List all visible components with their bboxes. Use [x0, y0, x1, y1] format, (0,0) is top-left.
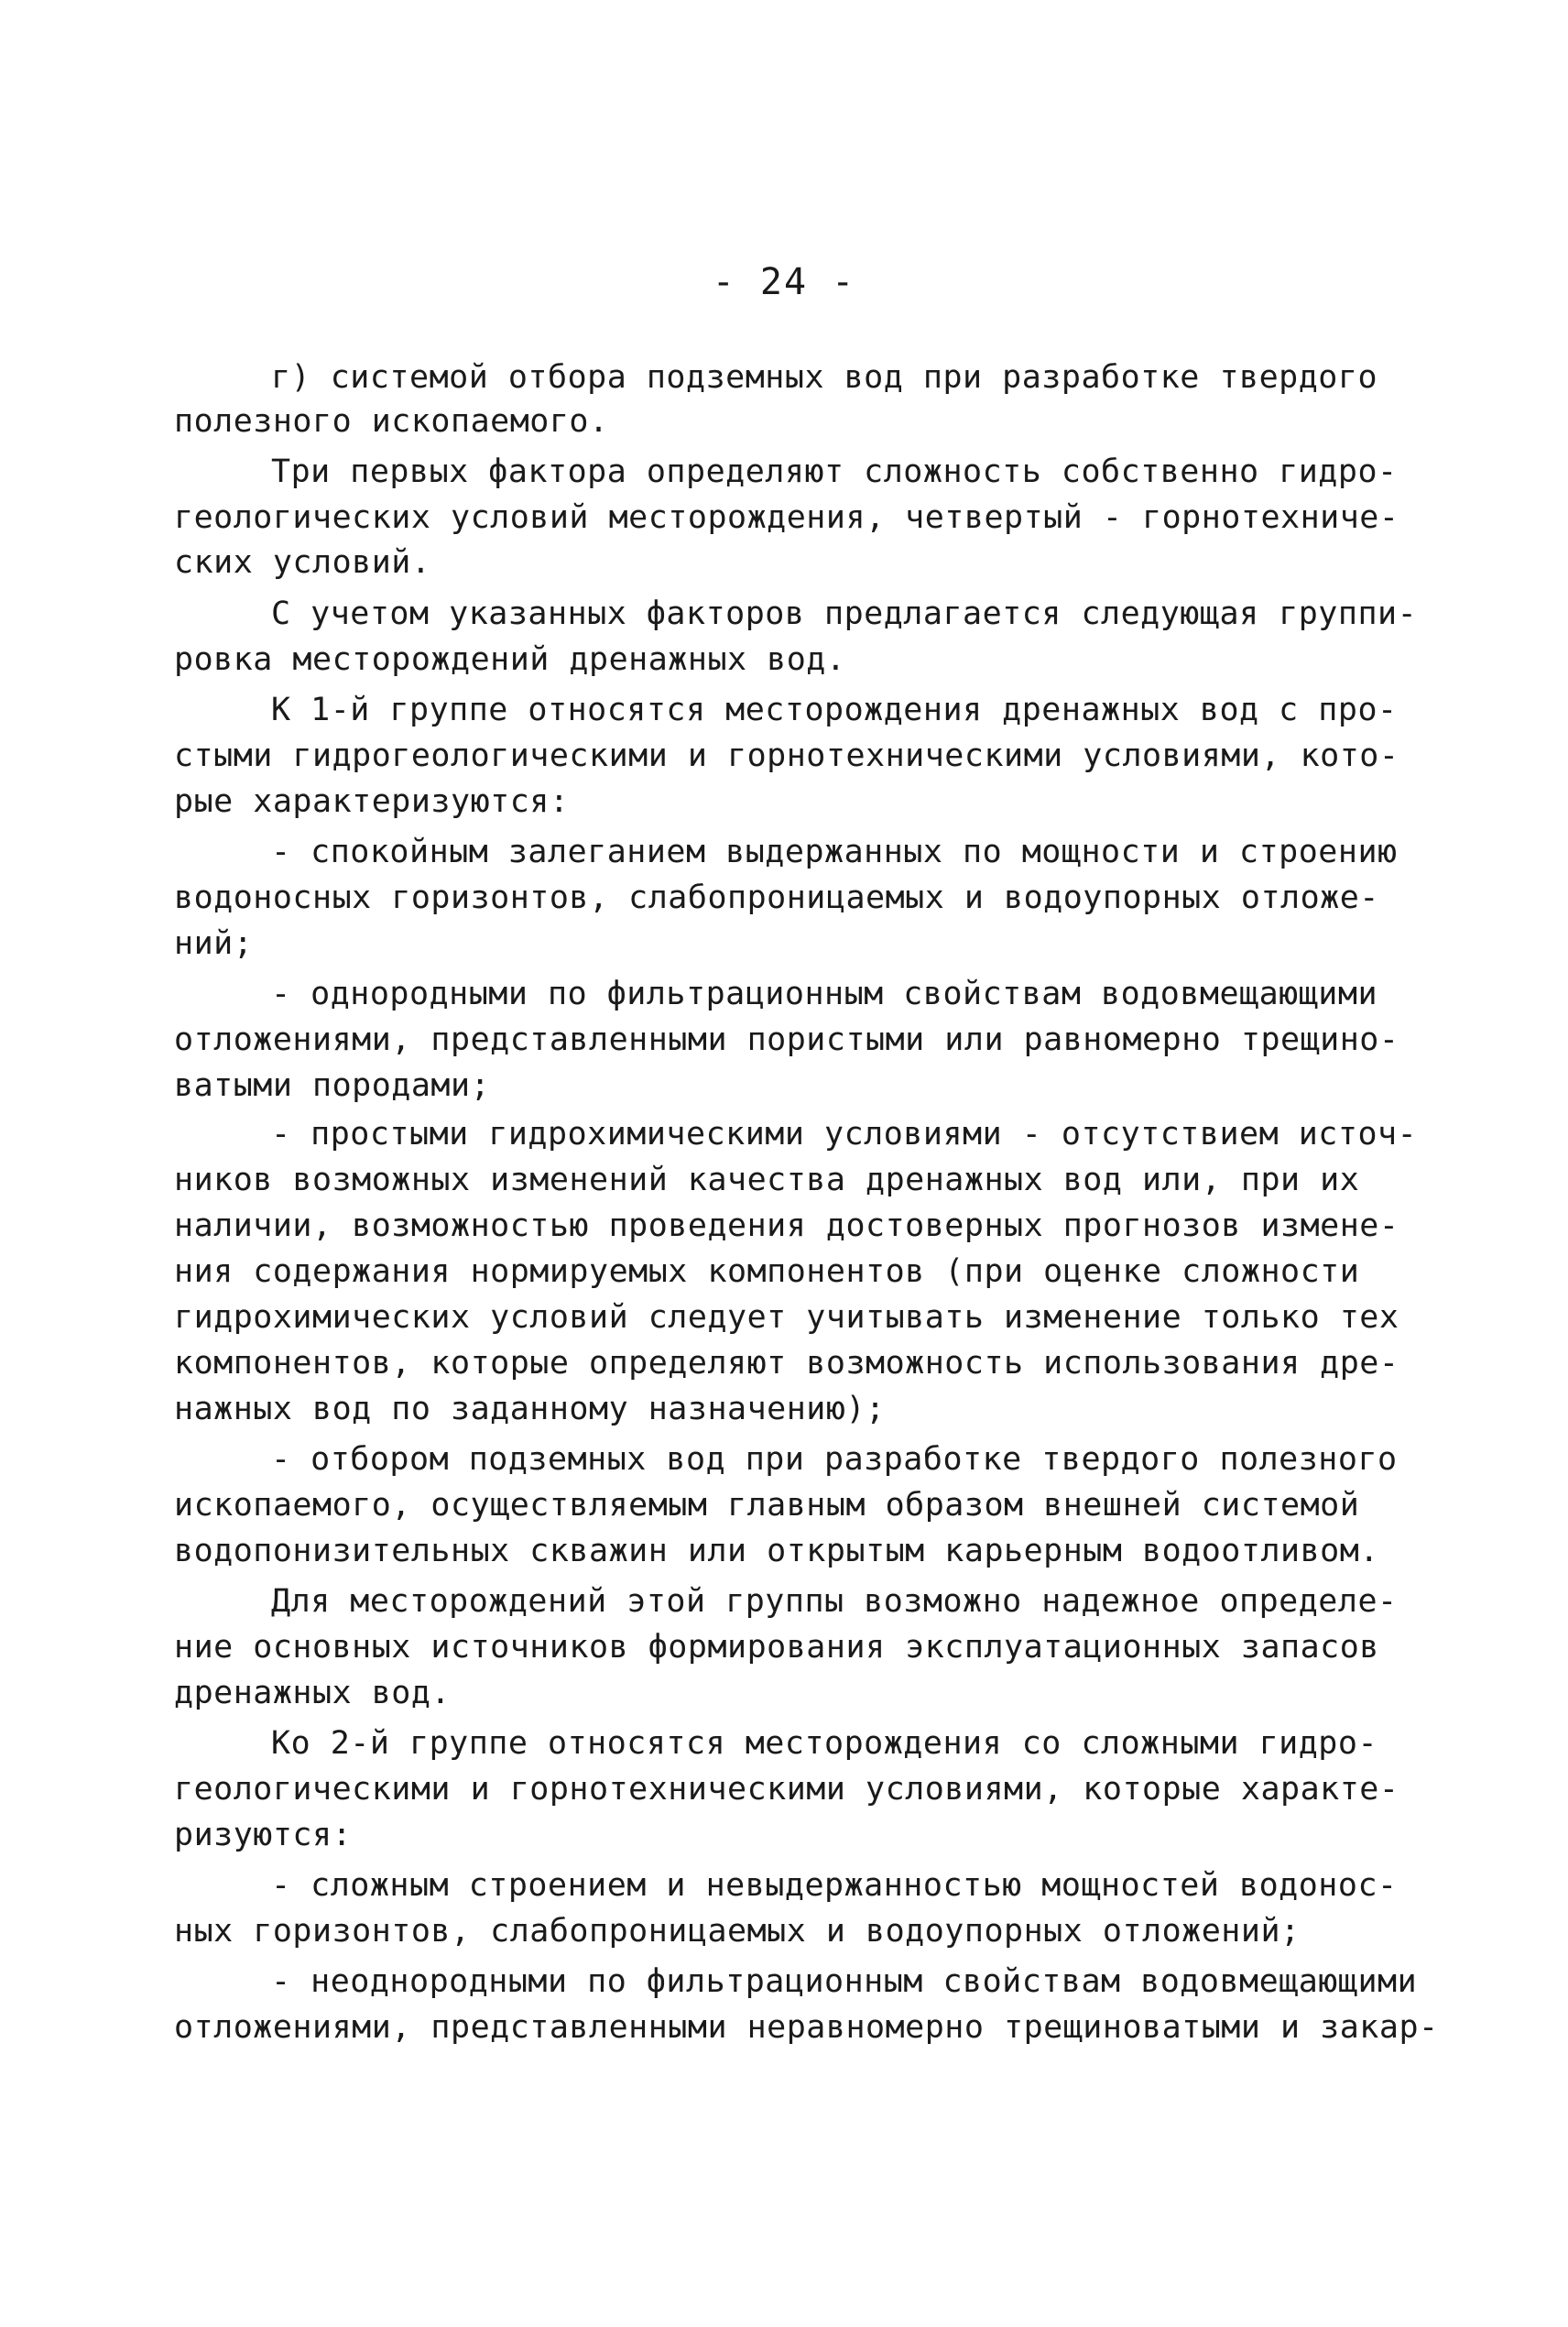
text-line: гидрохимических условий следует учитывать изменение только тех [174, 1299, 1399, 1336]
text-line: Ко 2-й группе относятся месторождения со сложными гидро- [271, 1725, 1378, 1762]
text-line: ников возможных изменений качества дренажных вод или, при их [174, 1162, 1360, 1198]
text-line: рые характеризуются: [174, 783, 570, 820]
text-line: - спокойным залеганием выдержанных по мощности и строению [271, 834, 1398, 870]
text-line: С учетом указанных факторов предлагается следующая группи- [271, 595, 1418, 632]
text-line: отложениями, представленными неравномерно трещиноватыми и закар- [174, 2009, 1439, 2046]
text-line: водоносных горизонтов, слабопроницаемых и водоупорных отложе- [174, 879, 1379, 916]
text-line: геологическими и горнотехническими условиями, которые характе- [174, 1771, 1399, 1808]
text-line: - отбором подземных вод при разработке твердого полезного [271, 1441, 1398, 1478]
text-line: отложениями, представленными пористыми или равномерно трещино- [174, 1021, 1399, 1058]
text-line: - однородными по фильтрационным свойствам водовмещающими [271, 976, 1378, 1012]
text-line: ние основных источников формирования эксплуатационных запасов [174, 1629, 1379, 1666]
text-line: нажных вод по заданному назначению); [174, 1391, 886, 1427]
page-number: - 24 - [712, 261, 856, 303]
text-line: Три первых фактора определяют сложность собственно гидро- [271, 453, 1398, 490]
text-line: ных горизонтов, слабопроницаемых и водоупорных отложений; [174, 1913, 1301, 1950]
text-line: г) системой отбора подземных вод при разработке твердого [271, 359, 1378, 396]
text-line: ватыми породами; [174, 1067, 491, 1104]
text-line: ископаемого, осуществляемым главным образом внешней системой [174, 1487, 1360, 1524]
text-line: полезного ископаемого. [174, 403, 609, 440]
text-line: дренажных вод. [174, 1675, 452, 1711]
text-line: Для месторождений этой группы возможно надежное определе- [271, 1583, 1398, 1620]
text-line: наличии, возможностью проведения достоверных прогнозов измене- [174, 1207, 1399, 1244]
text-line: - неоднородными по фильтрационным свойствам водовмещающими [271, 1963, 1418, 2000]
text-line: ний; [174, 925, 254, 962]
text-line: ровка месторождений дренажных вод. [174, 641, 846, 678]
text-line: ризуются: [174, 1817, 353, 1853]
text-line: компонентов, которые определяют возможность использования дре- [174, 1345, 1399, 1382]
text-line: К 1-й группе относятся месторождения дренажных вод с про- [271, 692, 1398, 728]
text-line: ния содержания нормируемых компонентов (при оценке сложности [174, 1253, 1360, 1290]
text-line: стыми гидрогеологическими и горнотехническими условиями, кото- [174, 737, 1399, 774]
text-line: - простыми гидрохимическими условиями - отсутствием источ- [271, 1116, 1418, 1153]
text-line: геологических условий месторождения, четвертый - горнотехниче- [174, 499, 1399, 536]
text-line: водопонизительных скважин или открытым карьерным водоотливом. [174, 1533, 1379, 1569]
text-line: - сложным строением и невыдержанностью мощностей водонос- [271, 1867, 1398, 1904]
text-line: ских условий. [174, 544, 431, 581]
